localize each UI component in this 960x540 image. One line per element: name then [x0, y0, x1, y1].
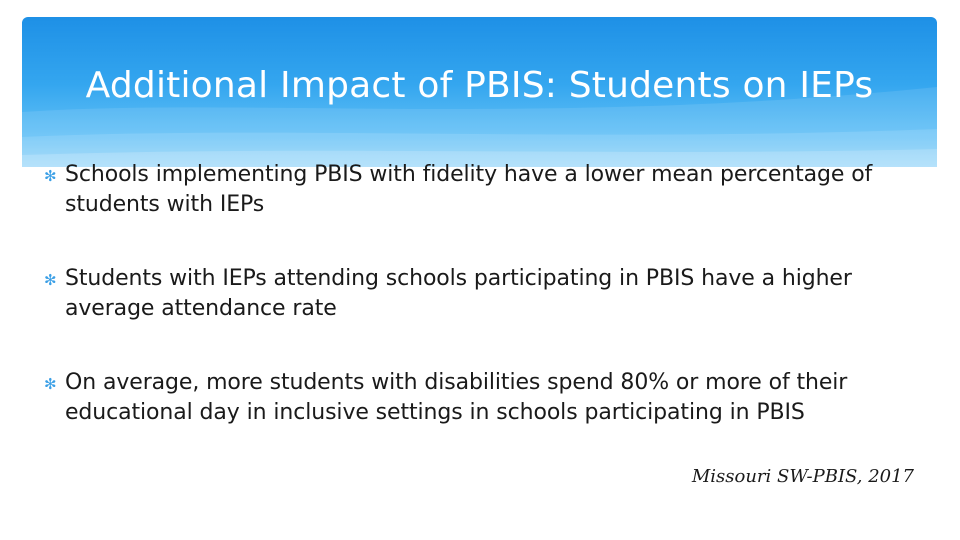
title-banner — [22, 17, 937, 167]
bullet-text: Students with IEPs attending schools participating in PBIS have a higher average attendance rate — [65, 266, 852, 321]
asterisk-bullet-icon: ✻ — [44, 375, 57, 393]
bullet-text: Schools implementing PBIS with fidelity have a lower mean percentage of students with IEPs — [65, 162, 873, 217]
bullet-item — [44, 368, 924, 428]
bullet-item — [44, 160, 924, 220]
bullet-list — [44, 160, 924, 428]
bullet-text: On average, more students with disabilities spend 80% or more of their educational day in inclusive settings in schools participating in PBIS — [65, 370, 848, 425]
slide-title: Additional Impact of PBIS: Students on IEPs — [85, 65, 874, 106]
citation: Missouri SW-PBIS, 2017 — [691, 466, 914, 487]
asterisk-bullet-icon: ✻ — [44, 271, 57, 289]
bullet-item — [44, 264, 924, 324]
asterisk-bullet-icon: ✻ — [44, 167, 57, 185]
